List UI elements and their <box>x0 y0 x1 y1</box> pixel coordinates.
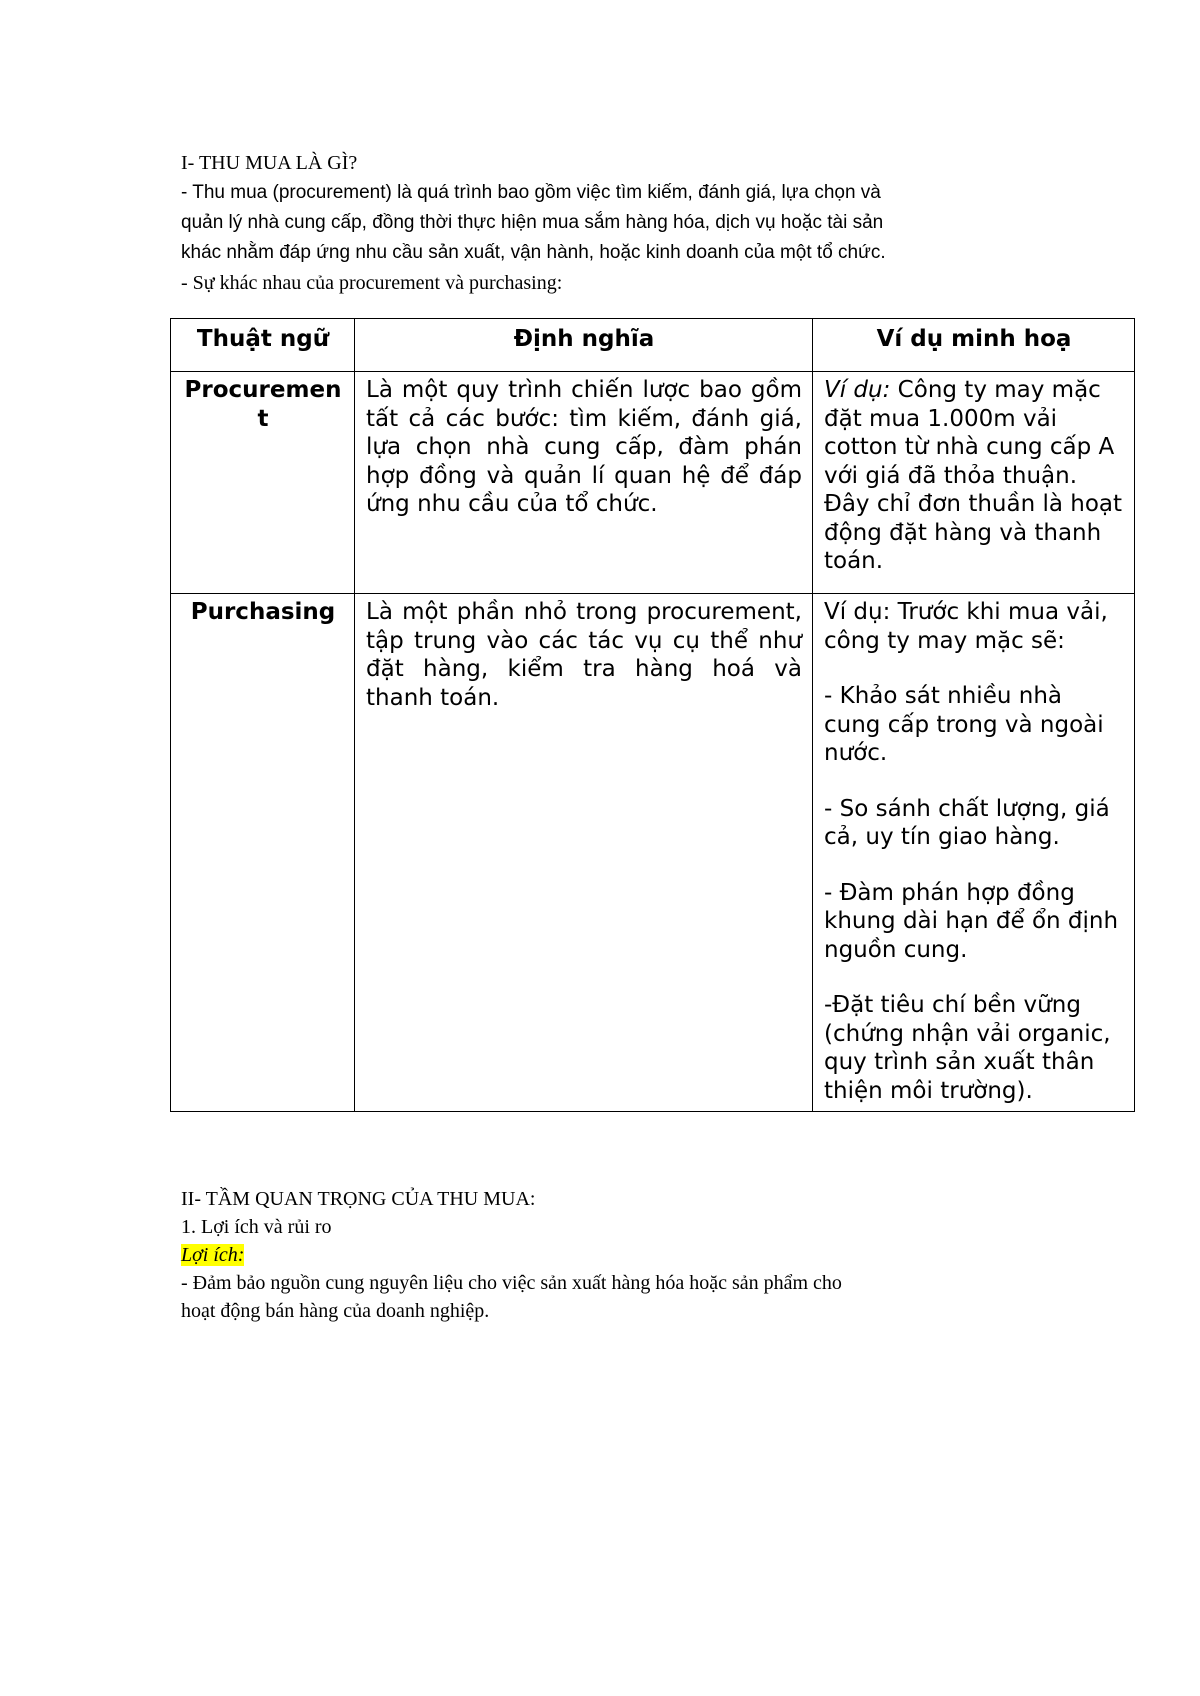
section-2-heading: II- TẦM QUAN TRỌNG CỦA THU MUA: <box>181 1188 536 1210</box>
example-item: - So sánh chất lượng, giá cả, uy tín giao hàng. <box>824 795 1110 850</box>
table-row <box>171 594 1135 1112</box>
example-purchasing <box>813 594 1135 1112</box>
example-label: Ví dụ: <box>824 377 891 403</box>
definition-line-1: - Thu mua (procurement) là quá trình bao gồm việc tìm kiếm, đánh giá, lựa chọn và <box>181 182 881 203</box>
definition-line-3: khác nhằm đáp ứng nhu cầu sản xuất, vận hành, hoặc kinh doanh của một tổ chức. <box>181 242 886 263</box>
header-term: Thuật ngữ <box>171 319 355 372</box>
example-item: - Khảo sát nhiều nhà cung cấp trong và ngoài nước. <box>824 683 1104 766</box>
benefit-line-1: - Đảm bảo nguồn cung nguyên liệu cho việc sản xuất hàng hóa hoặc sản phẩm cho <box>181 1272 842 1294</box>
example-text: Công ty may mặc đặt mua 1.000m vải cotton từ nhà cung cấp A với giá đã thỏa thuận. Đây chỉ đơn thuần là hoạt động đặt hàng và thanh toán. <box>824 377 1123 574</box>
definition-procurement: Là một quy trình chiến lược bao gồm tất cả các bước: tìm kiếm, đánh giá, lựa chọn nhà cung cấp, đàm phán hợp đồng và quản lí quan hệ để đáp ứng nhu cầu của tổ chức. <box>355 372 813 594</box>
header-example: Ví dụ minh hoạ <box>813 319 1135 372</box>
section-1-heading: I- THU MUA LÀ GÌ? <box>181 152 358 174</box>
example-intro: Ví dụ: Trước khi mua vải, công ty may mặc sẽ: <box>824 599 1108 654</box>
benefit-line-2: hoạt động bán hàng của doanh nghiệp. <box>181 1300 490 1322</box>
header-definition: Định nghĩa <box>355 319 813 372</box>
table-header-row <box>171 319 1135 372</box>
compare-intro: - Sự khác nhau của procurement và purchasing: <box>181 272 563 294</box>
example-item: -Đặt tiêu chí bền vững (chứng nhận vải organic, quy trình sản xuất thân thiện môi trường). <box>824 992 1111 1104</box>
definition-purchasing: Là một phần nhỏ trong procurement, tập trung vào các tác vụ cụ thể như đặt hàng, kiểm tra hàng hoá và thanh toán. <box>355 594 813 1112</box>
example-procurement <box>813 372 1135 594</box>
definition-line-2: quản lý nhà cung cấp, đồng thời thực hiện mua sắm hàng hóa, dịch vụ hoặc tài sản <box>181 212 884 233</box>
section-2 <box>181 1185 1041 1325</box>
comparison-table <box>170 318 1135 1112</box>
section-1 <box>181 148 1041 298</box>
term-purchasing: Purchasing <box>171 594 355 1112</box>
example-item: - Đàm phán hợp đồng khung dài hạn để ổn định nguồn cung. <box>824 879 1119 963</box>
subheading-benefits-risks: 1. Lợi ích và rủi ro <box>181 1216 332 1238</box>
benefit-label: Lợi ích: <box>181 1244 245 1266</box>
table-row <box>171 372 1135 594</box>
term-procurement: Procurement <box>171 372 355 594</box>
